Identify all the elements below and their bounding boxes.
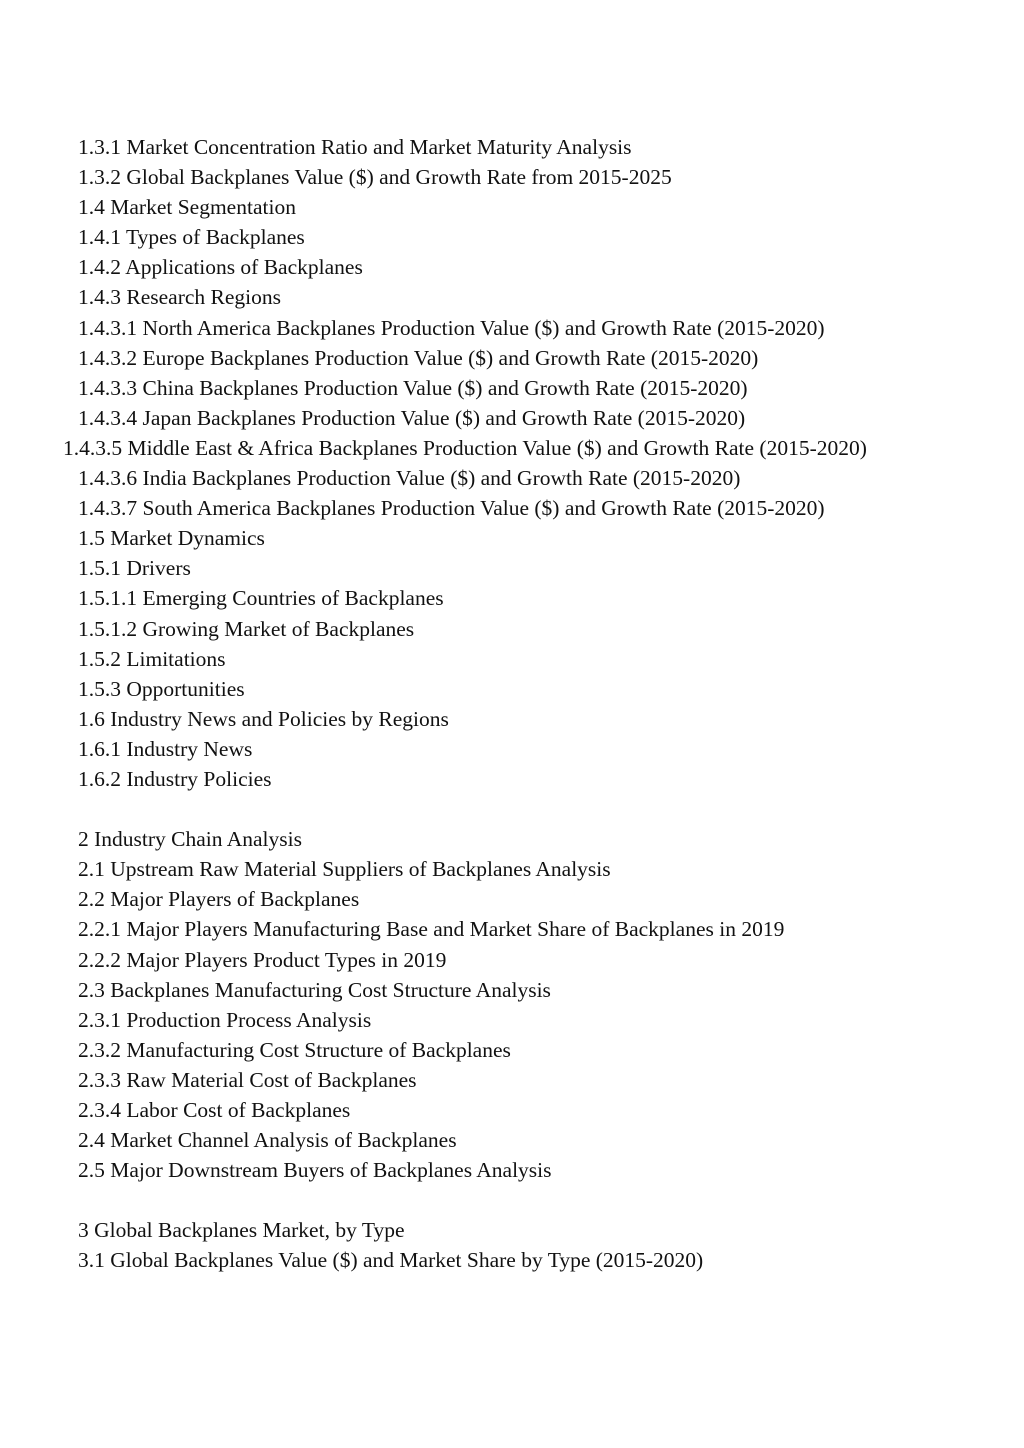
toc-entry: 1.3.2 Global Backplanes Value ($) and Growth Rate from 2015-2025	[78, 165, 672, 190]
toc-entry: 1.4.3.2 Europe Backplanes Production Value ($) and Growth Rate (2015-2020)	[78, 345, 759, 370]
toc-entry: 2.5 Major Downstream Buyers of Backplanes Analysis	[78, 1158, 552, 1183]
toc-entry: 1.4.3.6 India Backplanes Production Value ($) and Growth Rate (2015-2020)	[78, 466, 741, 491]
toc-entry: 2.2.1 Major Players Manufacturing Base and Market Share of Backplanes in 2019	[78, 917, 785, 942]
toc-entry: 1.5 Market Dynamics	[78, 526, 265, 551]
toc-entry: 1.5.3 Opportunities	[78, 676, 245, 701]
toc-section-2	[78, 824, 958, 1185]
toc-entry: 1.4.1 Types of Backplanes	[78, 225, 305, 250]
toc-entry: 1.4.3.7 South America Backplanes Production Value ($) and Growth Rate (2015-2020)	[78, 496, 825, 521]
toc-entry: 1.5.2 Limitations	[78, 646, 226, 671]
toc-entry: 1.4.2 Applications of Backplanes	[78, 255, 363, 280]
toc-entry: 1.3.1 Market Concentration Ratio and Market Maturity Analysis	[78, 135, 632, 159]
toc-entry: 2.4 Market Channel Analysis of Backplanes	[78, 1128, 457, 1153]
toc-entry: 2.3.1 Production Process Analysis	[78, 1007, 372, 1032]
toc-entry: 1.4 Market Segmentation	[78, 195, 296, 220]
toc-entry: 2.2 Major Players of Backplanes	[78, 887, 360, 912]
document-page	[63, 132, 958, 1276]
toc-entry: 1.6.2 Industry Policies	[78, 766, 272, 791]
toc-entry: 1.5.1.2 Growing Market of Backplanes	[78, 616, 415, 641]
toc-entry: 3.1 Global Backplanes Value ($) and Market Share by Type (2015-2020)	[78, 1248, 704, 1273]
toc-entry: 1.6.1 Industry News	[78, 736, 253, 761]
toc-entry: 1.4.3 Research Regions	[78, 285, 282, 310]
toc-entry: 1.4.3.3 China Backplanes Production Value ($) and Growth Rate (2015-2020)	[78, 375, 748, 400]
toc-entry: 1.4.3.4 Japan Backplanes Production Value ($) and Growth Rate (2015-2020)	[78, 405, 746, 430]
toc-section-3	[78, 1215, 958, 1275]
toc-entry: 2.3.2 Manufacturing Cost Structure of Backplanes	[78, 1037, 511, 1062]
toc-entry: 2.3.4 Labor Cost of Backplanes	[78, 1098, 351, 1122]
toc-entry: 3 Global Backplanes Market, by Type	[78, 1218, 405, 1243]
toc-entry: 2.3.3 Raw Material Cost of Backplanes	[78, 1067, 417, 1092]
toc-entry: 1.6 Industry News and Policies by Regions	[78, 706, 449, 731]
toc-entry: 2.2.2 Major Players Product Types in 2019	[78, 947, 447, 972]
toc-section-1	[63, 132, 958, 794]
toc-entry: 2 Industry Chain Analysis	[78, 827, 302, 852]
toc-entry: 1.5.1.1 Emerging Countries of Backplanes	[78, 586, 444, 611]
toc-entry: 1.5.1 Drivers	[78, 556, 191, 581]
toc-entry: 1.4.3.5 Middle East & Africa Backplanes Production Value ($) and Growth Rate (2015-2020)	[63, 435, 867, 460]
toc-entry: 1.4.3.1 North America Backplanes Production Value ($) and Growth Rate (2015-2020)	[78, 315, 825, 340]
toc-entry: 2.3 Backplanes Manufacturing Cost Structure Analysis	[78, 977, 551, 1002]
toc-entry: 2.1 Upstream Raw Material Suppliers of Backplanes Analysis	[78, 857, 611, 882]
